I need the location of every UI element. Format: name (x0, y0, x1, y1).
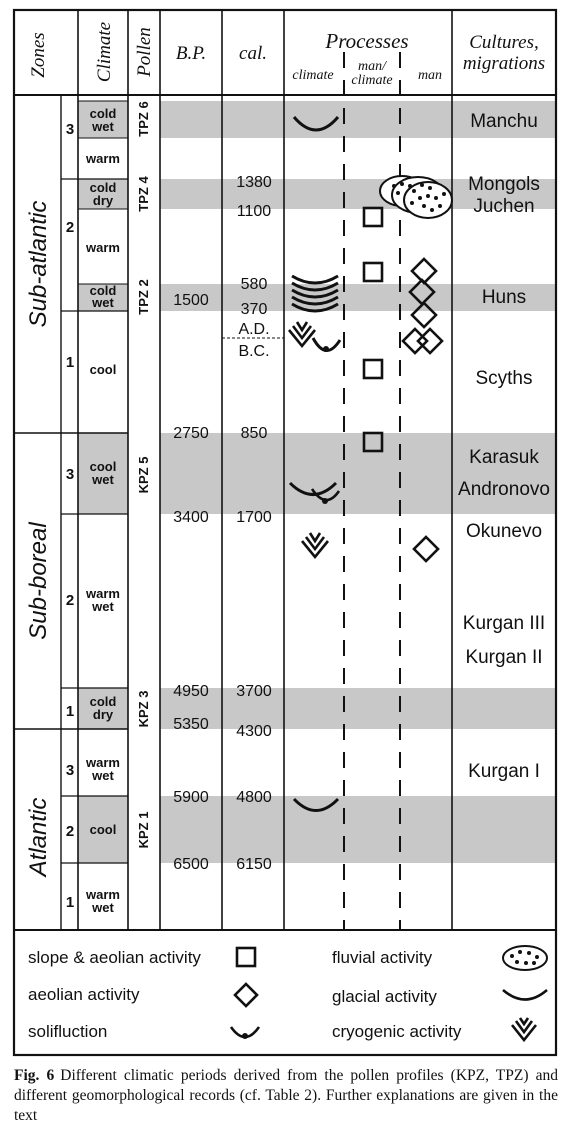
header-processes: Processes (325, 29, 409, 53)
band-culture-kurgan (452, 688, 556, 729)
cal-value: 1380 (236, 174, 272, 191)
climate-word: cool (89, 459, 117, 474)
cal-values (236, 174, 272, 873)
aeolian-icon (412, 259, 436, 283)
climate-word: wet (92, 295, 114, 310)
subzone-number: 1 (65, 354, 75, 371)
bp-value: 5900 (173, 789, 209, 806)
climate-word: warm (86, 755, 120, 770)
header-proc-man-climate-2: climate (351, 73, 393, 88)
subzone-number: 2 (65, 823, 75, 840)
bp-value: 2750 (173, 425, 209, 442)
climate-word: cold (89, 180, 117, 195)
solifluction-dot (322, 498, 328, 504)
shaded-bands (78, 101, 556, 929)
zone-sub-atlantic: Sub-atlantic (25, 200, 52, 328)
climate-word: wet (92, 599, 114, 614)
subzone-number: 2 (65, 592, 75, 609)
climate-word: wet (92, 472, 114, 487)
bp-value: 1500 (173, 292, 209, 309)
solifluction-dot (323, 346, 329, 352)
climate-word: warm (86, 240, 120, 255)
band-culture-karasuk (452, 433, 556, 514)
legend-cryogenic-label: cryogenic activity (332, 1022, 462, 1041)
caption-label: Fig. 6 (14, 1067, 55, 1084)
culture-label: Kurgan II (465, 647, 543, 668)
culture-label: Kurgan I (468, 761, 540, 782)
legend-cryogenic-icon (512, 1018, 536, 1040)
zone-sub-boreal: Sub-boreal (25, 522, 52, 640)
subzone-number: 1 (65, 703, 75, 720)
legend-fluvial-label: fluvial activity (332, 948, 433, 967)
climate-word: wet (92, 900, 114, 915)
cryogenic-icon (289, 322, 315, 346)
culture-label: Manchu (470, 111, 538, 132)
culture-label: Karasuk (469, 447, 539, 468)
climate-word: warm (86, 887, 120, 902)
slope-aeolian-icon (364, 360, 382, 378)
header-climate: Climate (94, 21, 115, 83)
header-proc-man-climate-1: man/ (358, 59, 386, 74)
pollen-label: TPZ 4 (136, 176, 151, 212)
legend (28, 946, 547, 1041)
climate-word: wet (92, 119, 114, 134)
figure-caption (14, 1066, 558, 1126)
climate-word: dry (92, 193, 114, 208)
header-proc-man: man (417, 68, 443, 83)
legend-glacial-icon (503, 990, 547, 1000)
climate-word: cold (89, 283, 117, 298)
subzone-number: 3 (65, 466, 75, 483)
legend-fluvial-icon (503, 946, 547, 970)
header-bp: B.P. (175, 43, 207, 64)
legend-aeolian-label: aeolian activity (28, 985, 140, 1004)
cal-value: 4300 (236, 723, 272, 740)
bp-values (173, 292, 209, 873)
culture-label: Scyths (475, 368, 533, 389)
cultures (458, 111, 550, 782)
bp-value: 6500 (173, 856, 209, 873)
pollen-label: KPZ 5 (136, 456, 151, 494)
climate-word: cool (89, 362, 117, 377)
header-zones: Zones (28, 32, 49, 78)
pollen-column-bg (128, 101, 160, 929)
subzone-number: 1 (65, 894, 75, 911)
subzone-number: 3 (65, 121, 75, 138)
legend-fluvial-dots (510, 950, 539, 965)
aeolian-icon (418, 329, 442, 353)
cryogenic-icon (302, 533, 328, 557)
header-cal: cal. (239, 43, 267, 64)
climate-word: cool (89, 822, 117, 837)
legend-slope-aeolian-label: slope & aeolian activity (28, 948, 201, 967)
cal-value: 3700 (236, 683, 272, 700)
glacial-icon (292, 276, 338, 283)
bp-value: 4950 (173, 683, 209, 700)
cal-value: B.C. (238, 343, 270, 360)
pollen-label: KPZ 3 (136, 690, 151, 728)
pollen-label: TPZ 2 (136, 279, 151, 315)
header-proc-climate: climate (292, 68, 334, 83)
band-culture-atlantic (452, 796, 556, 863)
pollen-label: TPZ 6 (136, 101, 151, 137)
cal-value: 580 (240, 276, 268, 293)
header-pollen: Pollen (134, 27, 155, 77)
legend-square-icon (237, 948, 255, 966)
legend-diamond-icon (235, 984, 257, 1006)
climate-word: wet (92, 768, 114, 783)
caption-text: Different climatic periods derived from the pollen profiles (KPZ, TPZ) and different geomorphological records (cf. Table 2). Further explanations are given in the text (14, 1067, 558, 1124)
climate-word: warm (86, 151, 120, 166)
cal-value: 1700 (236, 509, 272, 526)
header-cultures-2: migrations (462, 53, 546, 74)
cal-value: 6150 (236, 856, 272, 873)
cal-value: 370 (240, 301, 268, 318)
subzone-number: 3 (65, 762, 75, 779)
subzone-number: 2 (65, 219, 75, 236)
culture-label: Kurgan III (462, 613, 546, 634)
cal-value: 4800 (236, 789, 272, 806)
aeolian-icon (414, 537, 438, 561)
zone-atlantic: Atlantic (25, 797, 52, 877)
header-cultures-1: Cultures, (469, 32, 539, 53)
aeolian-icon (403, 329, 427, 353)
bp-value: 3400 (173, 509, 209, 526)
cal-value: 1100 (236, 203, 272, 220)
solifluction-dot (242, 1033, 248, 1039)
cal-value: 850 (240, 425, 268, 442)
slope-aeolian-icon (364, 208, 382, 226)
culture-label: Huns (481, 287, 527, 308)
climate-word: warm (86, 586, 120, 601)
climate-word: dry (92, 707, 114, 722)
culture-label: Okunevo (465, 521, 543, 542)
culture-label: Juchen (473, 196, 535, 217)
zone-labels (25, 201, 52, 879)
column-headers (28, 22, 545, 88)
pollen-label: KPZ 1 (136, 811, 151, 849)
culture-label: Andronovo (458, 479, 550, 500)
subzone-numbers (66, 121, 74, 911)
culture-label: Mongols (468, 174, 540, 195)
climate-word: cold (89, 694, 117, 709)
legend-glacial-label: glacial activity (332, 987, 437, 1006)
climate-word: cold (89, 106, 117, 121)
slope-aeolian-icon (364, 263, 382, 281)
bp-value: 5350 (173, 716, 209, 733)
cal-value: A.D. (238, 321, 270, 338)
legend-solifluction-label: solifluction (28, 1022, 108, 1041)
